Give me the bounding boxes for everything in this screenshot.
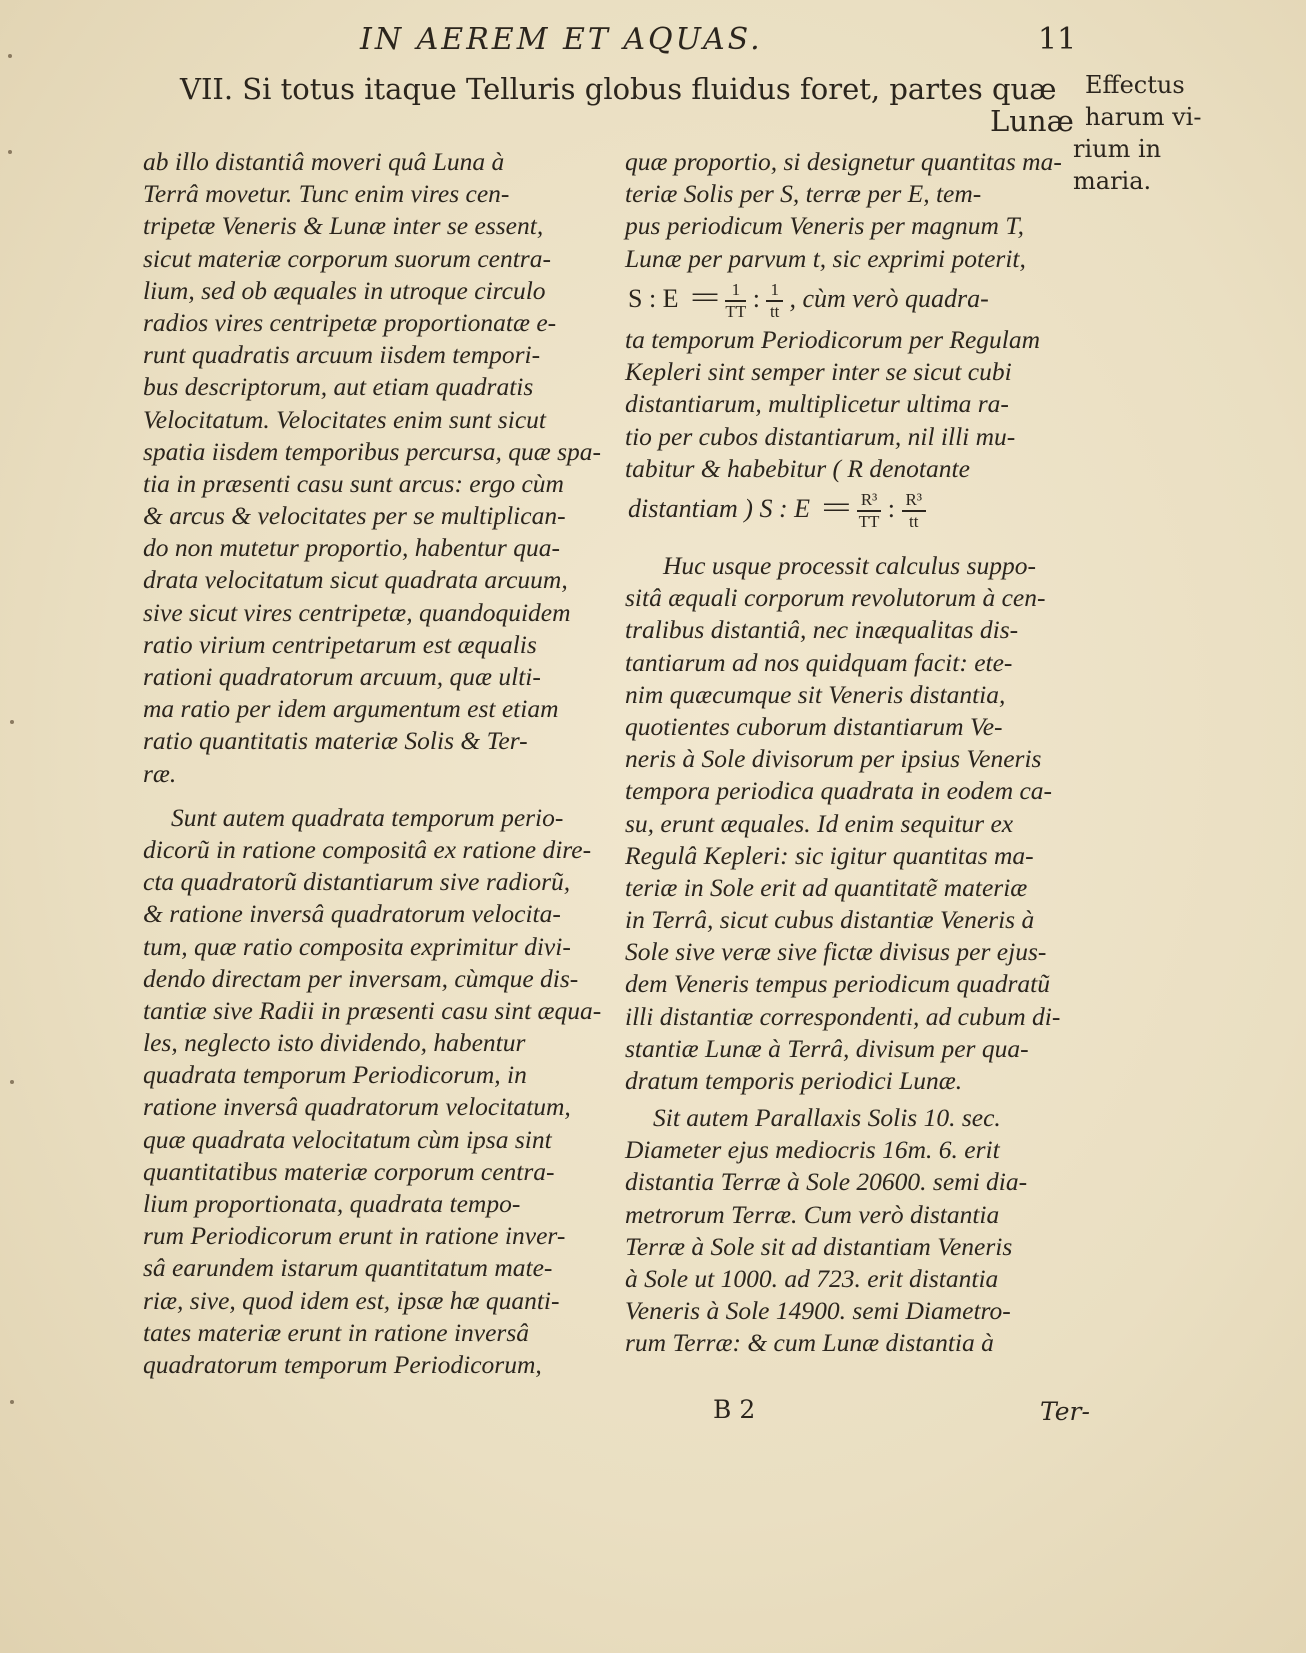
formula-tail: , cùm verò quadra- [789,283,989,313]
text-line: quadrata temporum Periodicorum, in [143,1060,527,1090]
fraction: $\frac{\text{R³}}{tt}$ [902,490,926,532]
text-line: ab illo distantiâ moveri quâ Luna à [143,147,505,176]
text-line: distantiarum, multiplicetur ultima ra- [625,389,1009,419]
text-line: pus periodicum Veneris per magnum T, [625,211,1024,241]
text-line: & ratione inversâ quadratorum velocita- [143,899,561,929]
text-line: Regulâ Kepleri: sic igitur quantitas ma- [625,840,1034,870]
text-line: sitâ æquali corporum revolutorum à cen- [625,583,1046,613]
text-line: tantiarum ad nos quidquam facit: ete- [625,647,1013,677]
fraction: $\frac{\text{R³}}{TT}$ [858,490,880,531]
text-line: illi distantiæ correspondenti, ad cubum di- [625,1001,1061,1031]
binding-hole [10,720,14,724]
running-title: IN AEREM ET AQUAS. [360,22,763,57]
text-line: drata velocitatum sicut quadrata arcuum, [143,565,568,595]
text-line: cta quadratorũ distantiarum sive radiorũ, [143,867,571,897]
text-line: quadratorum temporum Periodicorum, [143,1349,542,1379]
signature-mark: B 2 [713,1395,756,1424]
text-line: neris à Sole divisorum per ipsius Veneris [625,744,1042,774]
text-line: tio per cubos distantiarum, nil illi mu- [625,421,1016,451]
margin-note-line: maria. [1073,167,1152,195]
formula-1: S : E == $\frac{1}{TT}$ : $\frac{1}{tt}$ , cùm verò quadra- [628,280,989,321]
text-line: riæ, sive, quod idem est, ipsæ hæ quanti- [143,1285,560,1315]
catchword: Ter- [1040,1397,1090,1426]
text-line: Veneris à Sole 14900. semi Diametro- [625,1296,1011,1326]
text-line: sâ earundem istarum quantitatum mate- [143,1253,553,1283]
text-line: stantiæ Lunæ à Terrâ, divisum per qua- [625,1033,1029,1063]
text-line: dendo directam per inversam, cùmque dis- [143,963,579,993]
text-line: ma ratio per idem argumentum est etiam [143,694,559,724]
text-line: spatia iisdem temporibus percursa, quæ spa- [143,436,602,466]
text-line: tempora periodica quadrata in eodem ca- [625,776,1053,806]
text-line: Huc usque processit calculus suppo- [663,551,1036,580]
text-line: à Sole ut 1000. ad 723. erit distantia [625,1263,999,1293]
binding-hole [10,1400,14,1404]
left-column [143,146,606,1381]
text-line: rum Periodicorum erunt in ratione inver- [143,1221,566,1251]
text-line: ratio quantitatis materiæ Solis & Ter- [143,726,528,756]
text-line: distantia Terræ à Sole 20600. semi dia- [625,1167,1028,1197]
text-line: in Terrâ, sicut cubus distantiæ Veneris à [625,905,1035,935]
text-line: nim quæcumque sit Veneris distantia, [625,679,1006,709]
text-line: Terrâ movetur. Tunc enim vires cen- [143,179,510,209]
text-line: quantitatibus materiæ corporum centra- [143,1156,555,1186]
margin-note-line: rium in [1073,135,1162,163]
right-column [625,146,1090,275]
text-line: dratum temporis periodici Lunæ. [625,1066,963,1095]
binding-hole [10,1080,14,1084]
text-line: runt quadratis arcuum iisdem tempori- [143,340,541,370]
text-line: rum Terræ: & cum Lunæ distantia à [625,1328,994,1358]
text-line: tantiæ sive Radii in præsenti casu sint æqua- [143,995,602,1025]
text-line: Sunt autem quadrata temporum perio- [171,802,564,832]
formula-2: distantiam ) S : E == $\frac{\text{R³}}{TT}$ : $\frac{\text{R³}}{tt}$ [628,490,926,532]
text-line: tabitur & habebitur ( R denotante [625,453,970,483]
text-line: rationi quadratorum arcuum, quæ ulti- [143,662,541,691]
fraction: $\frac{1}{tt}$ [766,280,783,322]
text-line: Diameter ejus mediocris 16m. 6. erit [625,1135,1000,1165]
text-line: tia in præsenti casu sunt arcus: ergo cùm [143,468,564,498]
text-line: Lunæ per parvum t, sic exprimi poterit, [625,243,1026,273]
text-line: teriæ Solis per S, terræ per E, tem- [625,179,982,209]
text-line: & arcus & velocitates per se multiplican- [143,501,566,531]
text-line: Kepleri sint semper inter se sicut cubi [625,357,1012,387]
binding-hole [8,150,12,154]
text-line: lium, sed ob æquales in utroque circulo [143,275,546,305]
margin-note-line: harum vi- [1085,103,1202,131]
text-line: ta temporum Periodicorum per Regulam [625,325,1041,354]
text-line: sive sicut vires centripetæ, quandoquidem [143,597,571,627]
text-line: tripetæ Veneris & Lunæ inter se essent, [143,211,544,241]
text-line: tum, quæ ratio composita exprimitur divi- [143,931,571,961]
text-line: les, neglecto isto dividendo, habentur [143,1028,526,1058]
fraction: $\frac{1}{TT}$ [725,280,747,321]
text-line: tates materiæ erunt in ratione inversâ [143,1317,530,1347]
text-line: Sit autem Parallaxis Solis 10. sec. [653,1103,1001,1132]
text-line: dem Veneris tempus periodicum quadratũ [625,969,1050,999]
section-heading-line-2: Lunæ [990,104,1074,138]
text-line: ratio virium centripetarum est æqualis [143,629,537,659]
text-line: su, erunt æquales. Id enim sequitur ex [625,808,1014,838]
binding-hole [8,54,12,58]
text-line: sicut materiæ corporum suorum centra- [143,243,551,273]
text-line: teriæ in Sole erit ad quantitatẽ materiæ [625,872,1028,902]
text-line: quotientes cuborum distantiarum Ve- [625,711,1003,741]
text-line: Sole sive veræ sive fictæ divisus per ejus- [625,937,1047,967]
text-line: dicorũ in ratione compositâ ex ratione dire- [143,834,592,864]
text-line: quæ proportio, si designetur quantitas ma- [625,147,1062,176]
right-column-c [625,550,1090,1097]
text-line: do non mutetur proportio, habentur qua- [143,533,560,563]
margin-note-line: Effectus [1085,71,1185,99]
text-line: ratione inversâ quadratorum velocitatum, [143,1092,571,1122]
section-heading-line: VII. Si totus itaque Telluris globus fluidus foret, partes quæ [180,72,1057,106]
text-line: radios vires centripetæ proportionatæ e- [143,307,557,337]
text-line: Terræ à Sole sit ad distantiam Veneris [625,1231,1013,1261]
text-line: lium proportionata, quadrata tempo- [143,1189,521,1218]
right-column-b [625,324,1090,485]
text-line: ræ. [143,758,177,788]
text-line: Velocitatum. Velocitates enim sunt sicut [143,404,546,434]
text-line: quæ quadrata velocitatum cùm ipsa sint [143,1124,552,1154]
formula-lead: distantiam ) S : E [628,493,810,523]
text-line: bus descriptorum, aut etiam quadratis [143,372,534,402]
text-line: metrorum Terræ. Cum verò distantia [625,1199,1000,1229]
formula-lhs: S : E [628,283,679,313]
text-line: tralibus distantiâ, nec inæqualitas dis- [625,615,1019,645]
right-column-d [625,1102,1090,1360]
page-number: 11 [1038,22,1077,57]
